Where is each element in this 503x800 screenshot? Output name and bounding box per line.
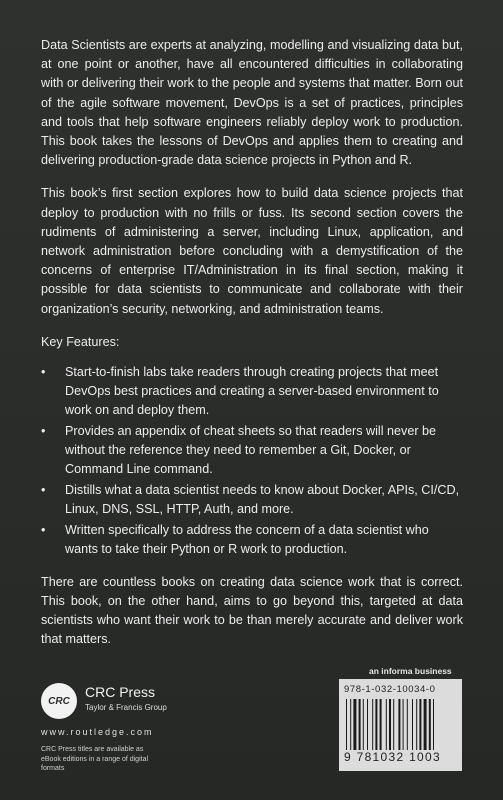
key-feature-text: Distills what a data scientist needs to know about Docker, APIs, CI/CD, Linux, DNS, SSL, HTTP, Auth, and more. [65,482,460,516]
blurb-paragraph-1: Data Scientists are experts at analyzing, modelling and visualizing data but, at one point or another, have all encountered difficulties in collaborating with or delivering their work to the people and systems that matter. Born out of the agile software movement, DevOps is a set of practices, principles and tools that help software engineers reliably deploy work to production. This book takes the lessons of DevOps and applies them to creating and delivering production-grade data science projects in Python and R. [41,38,463,168]
isbn-text: 978-1-032-10034-0 [344,684,436,695]
key-feature-text: Provides an appendix of cheat sheets so that readers will never be without the reference they need to remember a Git, Docker, or Command Line command. [65,423,437,476]
publisher-name: CRC Press [85,684,156,700]
blurb-paragraph-2: This book’s first section explores how to build data science projects that deploy to production with no frills or fuss. Its second section covers the rudiments of administering a server, including Linux, application, and network administration before concluding with a demystification of the concerns of enterprise IT/Administration in its final section, making it possible for data scientists to communicate and collaborate with their organization’s security, networking, and administration teams. [41,186,463,316]
crc-logo: CRC [41,683,77,719]
key-features-heading: Key Features: [41,334,120,349]
barcode-icon [346,699,456,750]
informa-tagline: an informa business [369,666,452,676]
publisher-website: www.routledge.com [41,727,154,737]
key-feature-text: Written specifically to address the concern of a data scientist who wants to take their Python or R work to production. [65,522,429,556]
key-features-list [41,363,463,559]
blurb-content [41,36,463,664]
blurb-closing: There are countless books on creating data science work that is correct. This book, on the other hand, aims to go beyond this, targeted at data scientists who want their work to be than merely accurate and deliver work that matters. [41,574,463,647]
ebook-footnote: CRC Press titles are available as eBook editions in a range of digital formats [41,746,149,772]
bullet-icon: • [41,482,46,497]
bullet-icon: • [41,522,46,537]
publisher-group: Taylor & Francis Group [85,703,167,712]
key-feature-item [41,363,463,420]
key-feature-item [41,521,463,559]
barcode-number: 9 781032 1003 [344,750,441,764]
key-feature-item [41,422,463,479]
bullet-icon: • [41,364,46,379]
key-feature-text: Start-to-finish labs take readers through creating projects that meet DevOps best practices and creating a server-based environment to work on and deploy them. [65,364,439,417]
bullet-icon: • [41,423,46,438]
key-feature-item [41,481,463,519]
